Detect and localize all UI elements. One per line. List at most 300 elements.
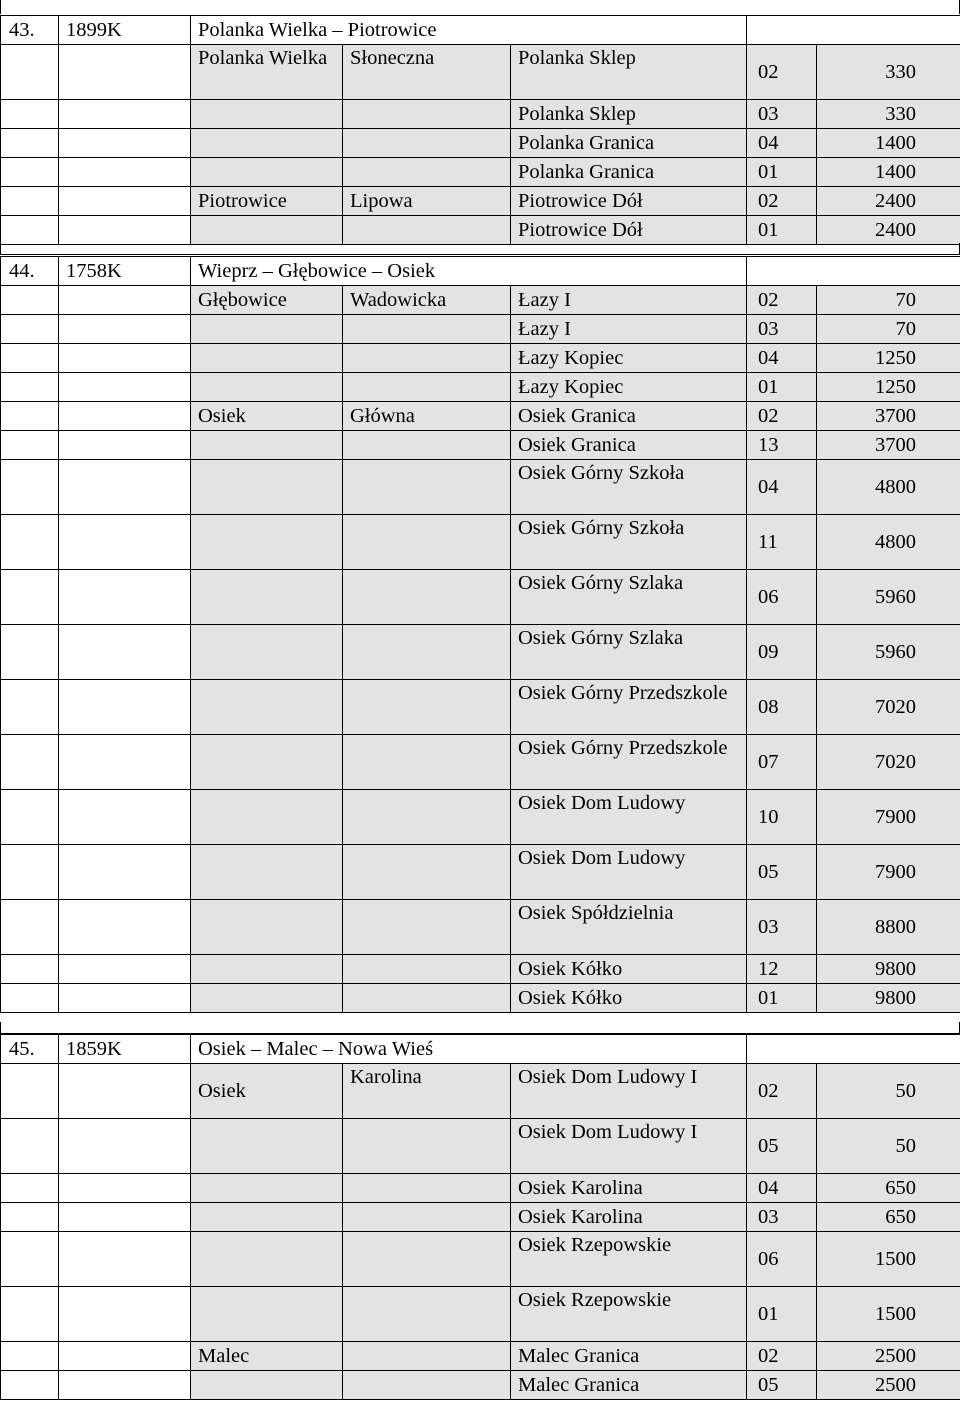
stop-name-cell: Osiek Dom Ludowy I [511, 1119, 747, 1174]
stop-name-cell: Osiek Górny Szkoła [511, 515, 747, 570]
row-number-blank [1, 460, 59, 515]
stop-number-cell [747, 984, 817, 1013]
town-cell [191, 1203, 343, 1232]
table-row [1, 344, 960, 373]
distance-cell [817, 216, 960, 245]
town-cell [191, 1232, 343, 1287]
town-cell [191, 900, 343, 955]
stop-number-cell [747, 460, 817, 515]
row-number-blank [1, 625, 59, 680]
street-cell [343, 1232, 511, 1287]
stop-number-cell [747, 1174, 817, 1203]
road-blank [59, 984, 191, 1013]
road-blank [59, 373, 191, 402]
stop-name-cell: Piotrowice Dół [511, 216, 747, 245]
stop-number: 05 [758, 860, 779, 883]
row-number-blank [1, 431, 59, 460]
road-blank [59, 460, 191, 515]
town-cell [191, 515, 343, 570]
header-blank [747, 257, 960, 286]
town-cell [191, 373, 343, 402]
distance-cell [817, 158, 960, 187]
route-table-43 [0, 15, 960, 245]
town-cell [191, 158, 343, 187]
street-cell [343, 515, 511, 570]
table-row [1, 1203, 960, 1232]
road-blank [59, 402, 191, 431]
row-number-blank [1, 735, 59, 790]
stop-number-cell [747, 100, 817, 129]
stop-name-cell: Polanka Granica [511, 129, 747, 158]
distance-cell [817, 45, 960, 100]
stop-number: 02 [758, 1079, 779, 1102]
stop-name-cell: Osiek Kółko [511, 984, 747, 1013]
table-row [1, 402, 960, 431]
stop-name-cell: Osiek Górny Szlaka [511, 570, 747, 625]
distance-value: 1500 [875, 1302, 917, 1325]
row-number-blank [1, 1174, 59, 1203]
street-cell [343, 1371, 511, 1400]
street-cell [343, 680, 511, 735]
street-cell: Lipowa [343, 187, 511, 216]
row-number-blank [1, 1119, 59, 1174]
stop-number-cell [747, 790, 817, 845]
row-number-blank [1, 129, 59, 158]
section-separator [0, 243, 960, 255]
distance-value: 330 [885, 60, 917, 83]
row-number-blank [1, 1287, 59, 1342]
stop-number: 01 [758, 375, 779, 398]
stop-number-cell [747, 158, 817, 187]
distance-value: 70 [895, 288, 917, 311]
street-cell [343, 344, 511, 373]
table-row [1, 570, 960, 625]
distance-value: 2400 [875, 218, 917, 241]
row-number-blank [1, 100, 59, 129]
road-blank [59, 45, 191, 100]
stop-number: 06 [758, 1247, 779, 1270]
town-cell [191, 129, 343, 158]
distance-value: 1500 [875, 1247, 917, 1270]
town-cell: Głębowice [191, 286, 343, 315]
stop-number: 04 [758, 131, 779, 154]
table-row [1, 1119, 960, 1174]
street-cell [343, 129, 511, 158]
stop-number-cell [747, 515, 817, 570]
town-cell: Osiek [191, 1064, 343, 1119]
distance-value: 9800 [875, 986, 917, 1009]
town-cell [191, 460, 343, 515]
header-blank [747, 1035, 960, 1064]
town-cell [191, 625, 343, 680]
stop-number: 01 [758, 986, 779, 1009]
distance-cell [817, 460, 960, 515]
stop-number-cell [747, 373, 817, 402]
stop-number-cell [747, 216, 817, 245]
distance-value: 5960 [875, 640, 917, 663]
stop-name-cell: Malec Granica [511, 1342, 747, 1371]
town-cell [191, 735, 343, 790]
row-number-blank [1, 570, 59, 625]
stop-number-cell [747, 129, 817, 158]
row-number-blank [1, 680, 59, 735]
distance-value: 1250 [875, 375, 917, 398]
stop-number-cell [747, 286, 817, 315]
distance-value: 1250 [875, 346, 917, 369]
distance-value: 7020 [875, 695, 917, 718]
table-row [1, 286, 960, 315]
row-number-blank [1, 845, 59, 900]
table-row [1, 900, 960, 955]
stop-name-cell: Osiek Górny Przedszkole [511, 735, 747, 790]
table-row [1, 790, 960, 845]
distance-value: 50 [895, 1079, 917, 1102]
road-blank [59, 129, 191, 158]
stop-name-cell: Osiek Spółdzielnia [511, 900, 747, 955]
road-blank [59, 625, 191, 680]
stop-number-cell [747, 45, 817, 100]
stop-number-cell [747, 955, 817, 984]
distance-cell [817, 790, 960, 845]
stop-number-cell [747, 680, 817, 735]
route-number: 45. [1, 1035, 59, 1064]
table-row [1, 45, 960, 100]
road-blank [59, 515, 191, 570]
road-blank [59, 344, 191, 373]
row-number-blank [1, 1064, 59, 1119]
stop-number: 03 [758, 1205, 779, 1228]
top-border [0, 0, 960, 14]
row-number-blank [1, 45, 59, 100]
stop-name-cell: Osiek Dom Ludowy [511, 790, 747, 845]
stop-number: 04 [758, 1176, 779, 1199]
stop-name-cell: Osiek Górny Przedszkole [511, 680, 747, 735]
route-table-44 [0, 256, 960, 1013]
street-cell [343, 570, 511, 625]
town-cell [191, 570, 343, 625]
distance-cell [817, 984, 960, 1013]
distance-value: 4800 [875, 530, 917, 553]
street-cell: Główna [343, 402, 511, 431]
stop-number: 06 [758, 585, 779, 608]
row-number-blank [1, 790, 59, 845]
stop-number-cell [747, 1287, 817, 1342]
street-cell [343, 1287, 511, 1342]
stop-name-cell: Łazy Kopiec [511, 344, 747, 373]
distance-cell [817, 680, 960, 735]
row-number-blank [1, 402, 59, 431]
town-cell [191, 790, 343, 845]
street-cell [343, 790, 511, 845]
table-row [1, 1174, 960, 1203]
stop-number: 03 [758, 102, 779, 125]
road-blank [59, 315, 191, 344]
town-cell: Piotrowice [191, 187, 343, 216]
table-row [1, 1342, 960, 1371]
row-number-blank [1, 158, 59, 187]
stop-name-cell: Osiek Karolina [511, 1174, 747, 1203]
street-cell [343, 373, 511, 402]
table-row [1, 625, 960, 680]
distance-value: 7020 [875, 750, 917, 773]
route-header-row [1, 1035, 960, 1064]
row-number-blank [1, 216, 59, 245]
table-row [1, 955, 960, 984]
stop-number: 01 [758, 218, 779, 241]
table-row [1, 515, 960, 570]
street-cell [343, 735, 511, 790]
stop-number-cell [747, 344, 817, 373]
distance-cell [817, 431, 960, 460]
distance-cell [817, 1371, 960, 1400]
distance-cell [817, 1342, 960, 1371]
road-blank [59, 1174, 191, 1203]
distance-cell [817, 515, 960, 570]
distance-value: 2500 [875, 1344, 917, 1367]
distance-cell [817, 955, 960, 984]
stop-name-cell: Osiek Rzepowskie [511, 1232, 747, 1287]
stop-number: 12 [758, 957, 779, 980]
stop-name-cell: Łazy I [511, 315, 747, 344]
stop-name-cell: Osiek Karolina [511, 1203, 747, 1232]
stop-number: 02 [758, 404, 779, 427]
route-name: Wieprz – Głębowice – Osiek [191, 257, 747, 286]
distance-value: 5960 [875, 585, 917, 608]
row-number-blank [1, 984, 59, 1013]
distance-cell [817, 1064, 960, 1119]
stop-number-cell [747, 1371, 817, 1400]
stop-name-cell: Łazy I [511, 286, 747, 315]
stop-number-cell [747, 845, 817, 900]
row-number-blank [1, 286, 59, 315]
road-code: 1899K [59, 16, 191, 45]
row-number-blank [1, 1342, 59, 1371]
distance-cell [817, 1119, 960, 1174]
distance-value: 7900 [875, 860, 917, 883]
row-number-blank [1, 373, 59, 402]
distance-cell [817, 1203, 960, 1232]
stop-name-cell: Osiek Granica [511, 431, 747, 460]
distance-value: 50 [895, 1134, 917, 1157]
table-row [1, 1232, 960, 1287]
stop-name-cell: Osiek Dom Ludowy I [511, 1064, 747, 1119]
stop-name-cell: Polanka Sklep [511, 45, 747, 100]
street-cell [343, 100, 511, 129]
road-blank [59, 1119, 191, 1174]
street-cell [343, 900, 511, 955]
street-cell [343, 460, 511, 515]
table-row [1, 845, 960, 900]
table-row [1, 216, 960, 245]
stop-name-cell: Polanka Granica [511, 158, 747, 187]
table-row [1, 1287, 960, 1342]
road-blank [59, 158, 191, 187]
distance-cell [817, 1174, 960, 1203]
street-cell [343, 315, 511, 344]
stop-name-cell: Osiek Dom Ludowy [511, 845, 747, 900]
stop-name-cell: Łazy Kopiec [511, 373, 747, 402]
stop-number: 08 [758, 695, 779, 718]
table-row [1, 431, 960, 460]
stop-name-cell: Piotrowice Dół [511, 187, 747, 216]
town-cell [191, 431, 343, 460]
road-code: 1859K [59, 1035, 191, 1064]
street-cell [343, 158, 511, 187]
header-blank [747, 16, 960, 45]
road-blank [59, 735, 191, 790]
street-cell [343, 955, 511, 984]
distance-value: 650 [885, 1205, 917, 1228]
row-number-blank [1, 315, 59, 344]
stop-number-cell [747, 402, 817, 431]
road-blank [59, 216, 191, 245]
stop-name-cell: Malec Granica [511, 1371, 747, 1400]
stop-number-cell [747, 570, 817, 625]
stop-number: 09 [758, 640, 779, 663]
distance-cell [817, 625, 960, 680]
stop-number: 01 [758, 1302, 779, 1325]
stop-name-cell: Osiek Górny Szlaka [511, 625, 747, 680]
road-blank [59, 790, 191, 845]
distance-cell [817, 735, 960, 790]
distance-cell [817, 1287, 960, 1342]
stop-number-cell [747, 625, 817, 680]
town-cell [191, 216, 343, 245]
stop-name-cell: Osiek Rzepowskie [511, 1287, 747, 1342]
stop-number-cell [747, 1064, 817, 1119]
road-blank [59, 845, 191, 900]
town-cell [191, 100, 343, 129]
distance-value: 2500 [875, 1373, 917, 1396]
road-blank [59, 1371, 191, 1400]
stop-number-cell [747, 187, 817, 216]
stop-number: 01 [758, 160, 779, 183]
road-blank [59, 1342, 191, 1371]
stop-number: 04 [758, 475, 779, 498]
stop-name-cell: Osiek Kółko [511, 955, 747, 984]
distance-value: 1400 [875, 131, 917, 154]
road-blank [59, 955, 191, 984]
stop-number-cell [747, 1119, 817, 1174]
stop-number: 05 [758, 1373, 779, 1396]
row-number-blank [1, 1232, 59, 1287]
distance-cell [817, 100, 960, 129]
town-cell [191, 315, 343, 344]
row-number-blank [1, 1203, 59, 1232]
table-row [1, 129, 960, 158]
route-name: Osiek – Malec – Nowa Wieś [191, 1035, 747, 1064]
distance-cell [817, 286, 960, 315]
town-cell [191, 845, 343, 900]
street-cell [343, 845, 511, 900]
town-cell [191, 984, 343, 1013]
distance-value: 8800 [875, 915, 917, 938]
street-cell [343, 1174, 511, 1203]
distance-cell [817, 900, 960, 955]
stop-number-cell [747, 900, 817, 955]
street-cell [343, 216, 511, 245]
section-separator [0, 1022, 960, 1034]
row-number-blank [1, 344, 59, 373]
distance-cell [817, 402, 960, 431]
distance-value: 650 [885, 1176, 917, 1199]
stop-number: 11 [758, 530, 778, 553]
stop-number: 07 [758, 750, 779, 773]
street-cell [343, 984, 511, 1013]
road-blank [59, 1064, 191, 1119]
stop-number: 02 [758, 288, 779, 311]
road-blank [59, 286, 191, 315]
stop-number-cell [747, 431, 817, 460]
town-cell [191, 1287, 343, 1342]
route-header-row [1, 257, 960, 286]
table-row [1, 315, 960, 344]
row-number-blank [1, 187, 59, 216]
distance-value: 3700 [875, 433, 917, 456]
stop-number-cell [747, 1203, 817, 1232]
stop-number: 02 [758, 60, 779, 83]
street-cell: Karolina [343, 1064, 511, 1119]
table-row [1, 187, 960, 216]
row-number-blank [1, 900, 59, 955]
town-cell [191, 1174, 343, 1203]
town-cell: Polanka Wielka [191, 45, 343, 100]
road-code: 1758K [59, 257, 191, 286]
stop-number: 02 [758, 189, 779, 212]
street-cell [343, 431, 511, 460]
stop-number: 05 [758, 1134, 779, 1157]
distance-cell [817, 1232, 960, 1287]
town-cell [191, 1119, 343, 1174]
stop-name-cell: Polanka Sklep [511, 100, 747, 129]
table-row [1, 1064, 960, 1119]
street-cell [343, 1203, 511, 1232]
road-blank [59, 187, 191, 216]
distance-value: 9800 [875, 957, 917, 980]
distance-cell [817, 129, 960, 158]
stop-number: 03 [758, 317, 779, 340]
row-number-blank [1, 955, 59, 984]
stop-number-cell [747, 1342, 817, 1371]
stop-name-cell: Osiek Górny Szkoła [511, 460, 747, 515]
distance-value: 70 [895, 317, 917, 340]
street-cell: Słoneczna [343, 45, 511, 100]
stop-number-cell [747, 315, 817, 344]
distance-value: 1400 [875, 160, 917, 183]
table-row [1, 1371, 960, 1400]
stop-number-cell [747, 735, 817, 790]
stop-number: 13 [758, 433, 779, 456]
road-blank [59, 1287, 191, 1342]
street-cell [343, 1119, 511, 1174]
road-blank [59, 1203, 191, 1232]
table-row [1, 460, 960, 515]
street-cell: Wadowicka [343, 286, 511, 315]
town-cell [191, 1371, 343, 1400]
town-cell [191, 344, 343, 373]
distance-value: 4800 [875, 475, 917, 498]
distance-value: 7900 [875, 805, 917, 828]
route-number: 44. [1, 257, 59, 286]
route-header-row [1, 16, 960, 45]
road-blank [59, 100, 191, 129]
distance-cell [817, 187, 960, 216]
town-cell: Malec [191, 1342, 343, 1371]
street-cell [343, 625, 511, 680]
row-number-blank [1, 1371, 59, 1400]
table-row [1, 100, 960, 129]
distance-cell [817, 570, 960, 625]
